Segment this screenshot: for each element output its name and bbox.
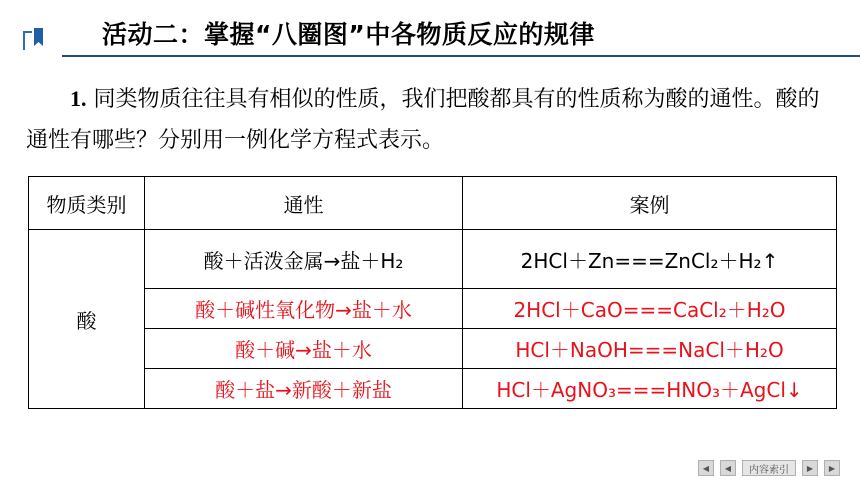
example-cell: 2HCl＋Zn===ZnCl₂＋H₂↑ (463, 230, 837, 289)
example-cell: 2HCl＋CaO===CaCl₂＋H₂O (463, 289, 837, 329)
page-title: 活动二：掌握“八圈图”中各物质反应的规律 (102, 20, 595, 49)
table-row (29, 230, 837, 289)
first-slide-button[interactable] (698, 460, 714, 476)
section-heading (0, 14, 860, 56)
arrow-right-icon: ▶ (806, 463, 814, 473)
example-cell: HCl＋NaOH===NaCl＋H₂O (463, 329, 837, 369)
header-category: 物质类别 (29, 177, 145, 230)
table-row (29, 289, 837, 329)
previous-slide-button[interactable] (720, 460, 736, 476)
skip-back-icon: ◀ (702, 463, 710, 473)
property-cell: 酸＋碱性氧化物→盐＋水 (145, 289, 463, 329)
arrow-left-icon: ◀ (724, 463, 732, 473)
property-cell: 酸＋碱→盐＋水 (145, 329, 463, 369)
property-cell: 酸＋盐→新酸＋新盐 (145, 369, 463, 409)
skip-forward-icon: ▶ (828, 463, 836, 473)
header-example: 案例 (463, 177, 837, 230)
example-cell: HCl＋AgNO₃===HNO₃＋AgCl↓ (463, 369, 837, 409)
acid-properties-table (28, 176, 837, 409)
table-row (29, 369, 837, 409)
heading-underline (62, 55, 860, 57)
table-row (29, 329, 837, 369)
header-property: 通性 (145, 177, 463, 230)
table-header-row (29, 177, 837, 230)
question-text: 同类物质往往具有相似的性质，我们把酸都具有的性质称为酸的通性。酸的通性有哪些？分别用一例化学方程式表示。 (26, 87, 820, 153)
content-index-button[interactable]: 内容索引 (742, 460, 796, 476)
last-slide-button[interactable] (824, 460, 840, 476)
slide-navigation (698, 460, 840, 476)
category-cell: 酸 (29, 230, 145, 409)
property-cell: 酸＋活泼金属→盐＋H₂ (145, 230, 463, 289)
intro-paragraph (26, 78, 838, 161)
bookmark-icon (22, 26, 48, 52)
question-number: 1. (70, 86, 87, 111)
next-slide-button[interactable] (802, 460, 818, 476)
